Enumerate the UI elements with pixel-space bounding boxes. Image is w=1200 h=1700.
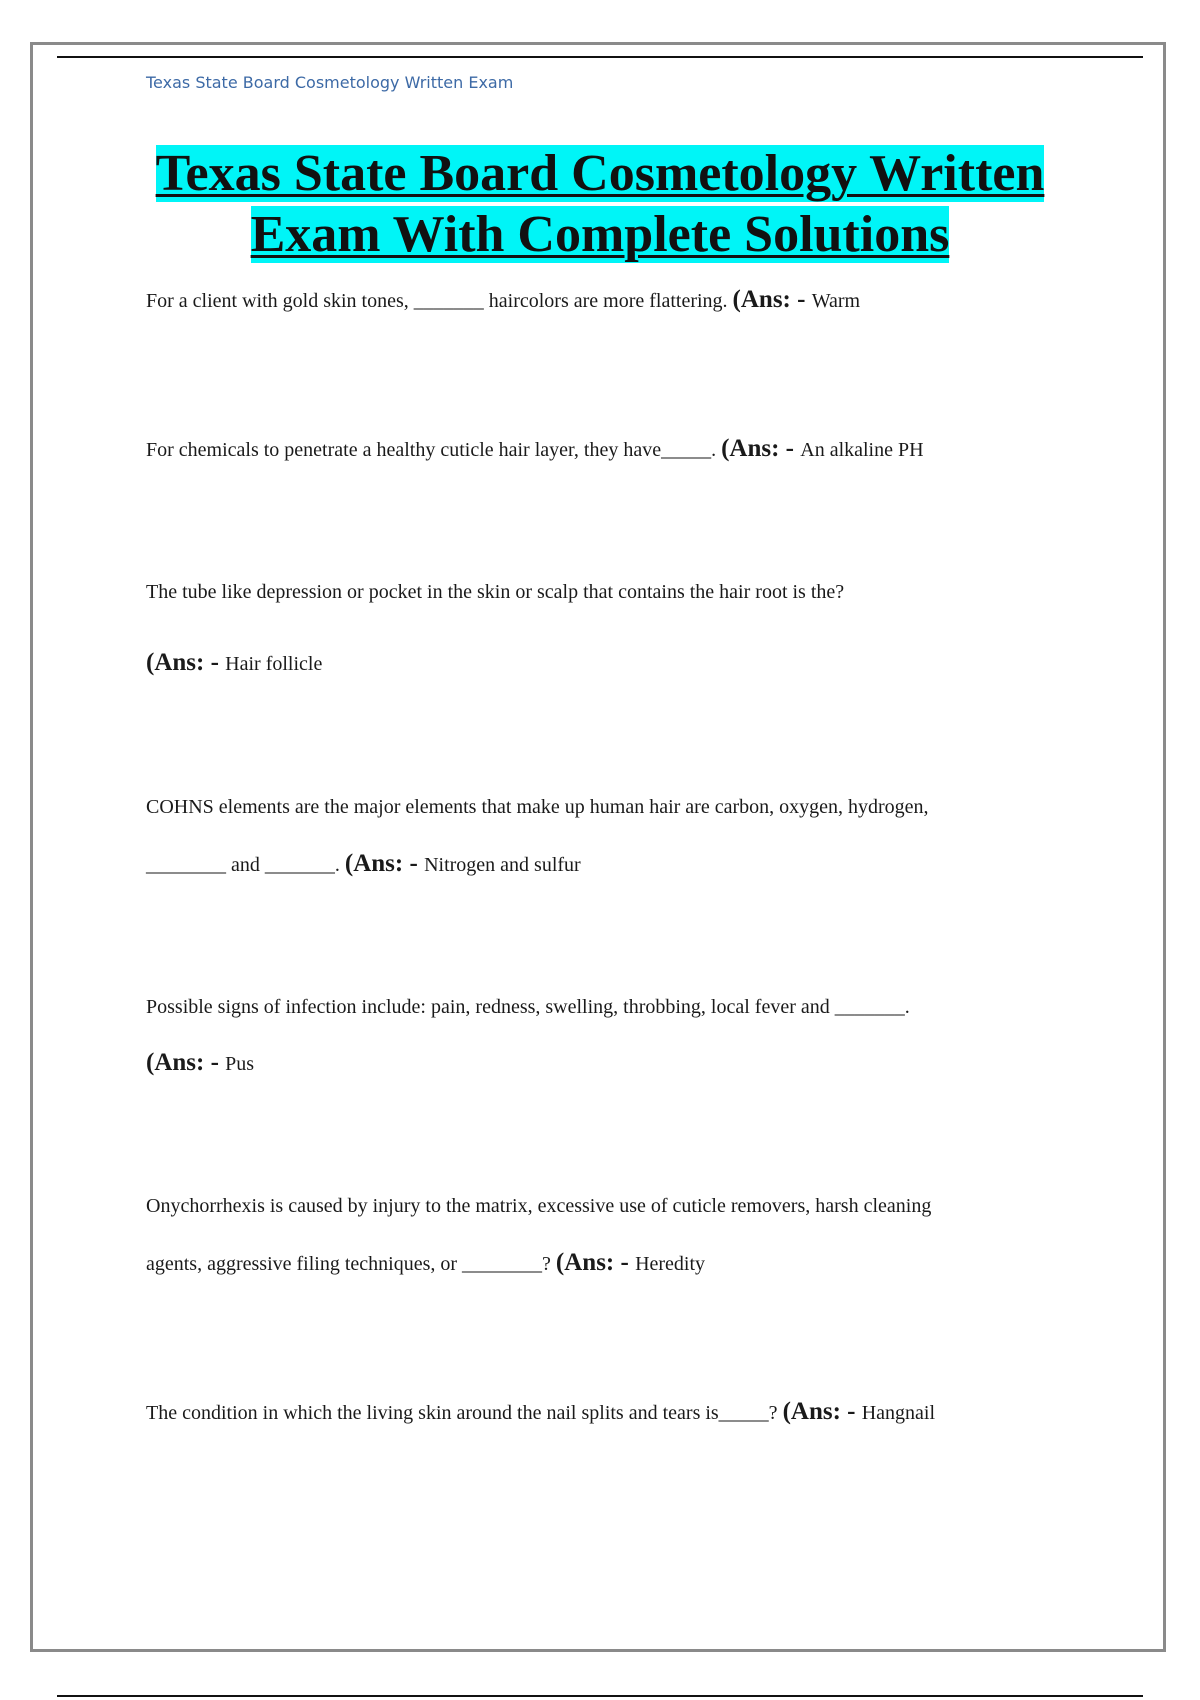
question-text: For a client with gold skin tones, _______ haircolors are more flattering. — [146, 290, 733, 312]
footer-rule — [57, 1695, 1143, 1697]
answer-5 — [146, 1050, 254, 1077]
question-5 — [146, 994, 910, 1020]
question-1 — [146, 287, 860, 314]
running-header: Texas State Board Cosmetology Written Exam — [146, 73, 514, 92]
title-line-2: Exam With Complete Solutions — [250, 206, 950, 263]
question-text: Onychorrhexis is caused by injury to the matrix, excessive use of cuticle removers, harsh cleaning — [146, 1195, 932, 1217]
question-3 — [146, 579, 844, 605]
title-line-1: Texas State Board Cosmetology Written — [155, 145, 1045, 202]
answer-text: Pus — [225, 1053, 255, 1075]
answer-text: Heredity — [635, 1253, 706, 1275]
answer-marker: (Ans: - — [782, 1398, 862, 1425]
answer-text: Hair follicle — [225, 653, 323, 675]
question-2 — [146, 436, 924, 463]
answer-text: An alkaline PH — [800, 439, 924, 461]
answer-text: Nitrogen and sulfur — [424, 854, 581, 876]
question-6-cont — [146, 1250, 705, 1277]
question-6 — [146, 1193, 931, 1219]
question-7 — [146, 1399, 935, 1426]
question-text: The tube like depression or pocket in the skin or scalp that contains the hair root is the? — [146, 581, 845, 603]
answer-text: Warm — [811, 290, 861, 312]
question-text: ________ and _______. — [146, 854, 345, 876]
answer-marker: (Ans: - — [146, 649, 226, 676]
question-text: The condition in which the living skin around the nail splits and tears is_____? — [146, 1402, 783, 1424]
answer-3 — [146, 650, 322, 677]
page-title — [146, 143, 1054, 265]
answer-marker: (Ans: - — [721, 435, 801, 462]
question-text: Possible signs of infection include: pain, redness, swelling, throbbing, local fever and _______. — [146, 996, 910, 1018]
answer-marker: (Ans: - — [555, 1249, 636, 1276]
answer-marker: (Ans: - — [344, 850, 425, 877]
header-rule — [57, 56, 1143, 58]
answer-text: Hangnail — [861, 1402, 936, 1424]
question-4 — [146, 794, 929, 820]
answer-marker: (Ans: - — [732, 286, 812, 313]
answer-marker: (Ans: - — [146, 1049, 226, 1076]
question-4-cont — [146, 851, 581, 878]
question-text: COHNS elements are the major elements that make up human hair are carbon, oxygen, hydrogen, — [146, 796, 929, 818]
question-text: agents, aggressive filing techniques, or ________? — [146, 1253, 556, 1275]
question-text: For chemicals to penetrate a healthy cuticle hair layer, they have_____. — [146, 439, 722, 461]
